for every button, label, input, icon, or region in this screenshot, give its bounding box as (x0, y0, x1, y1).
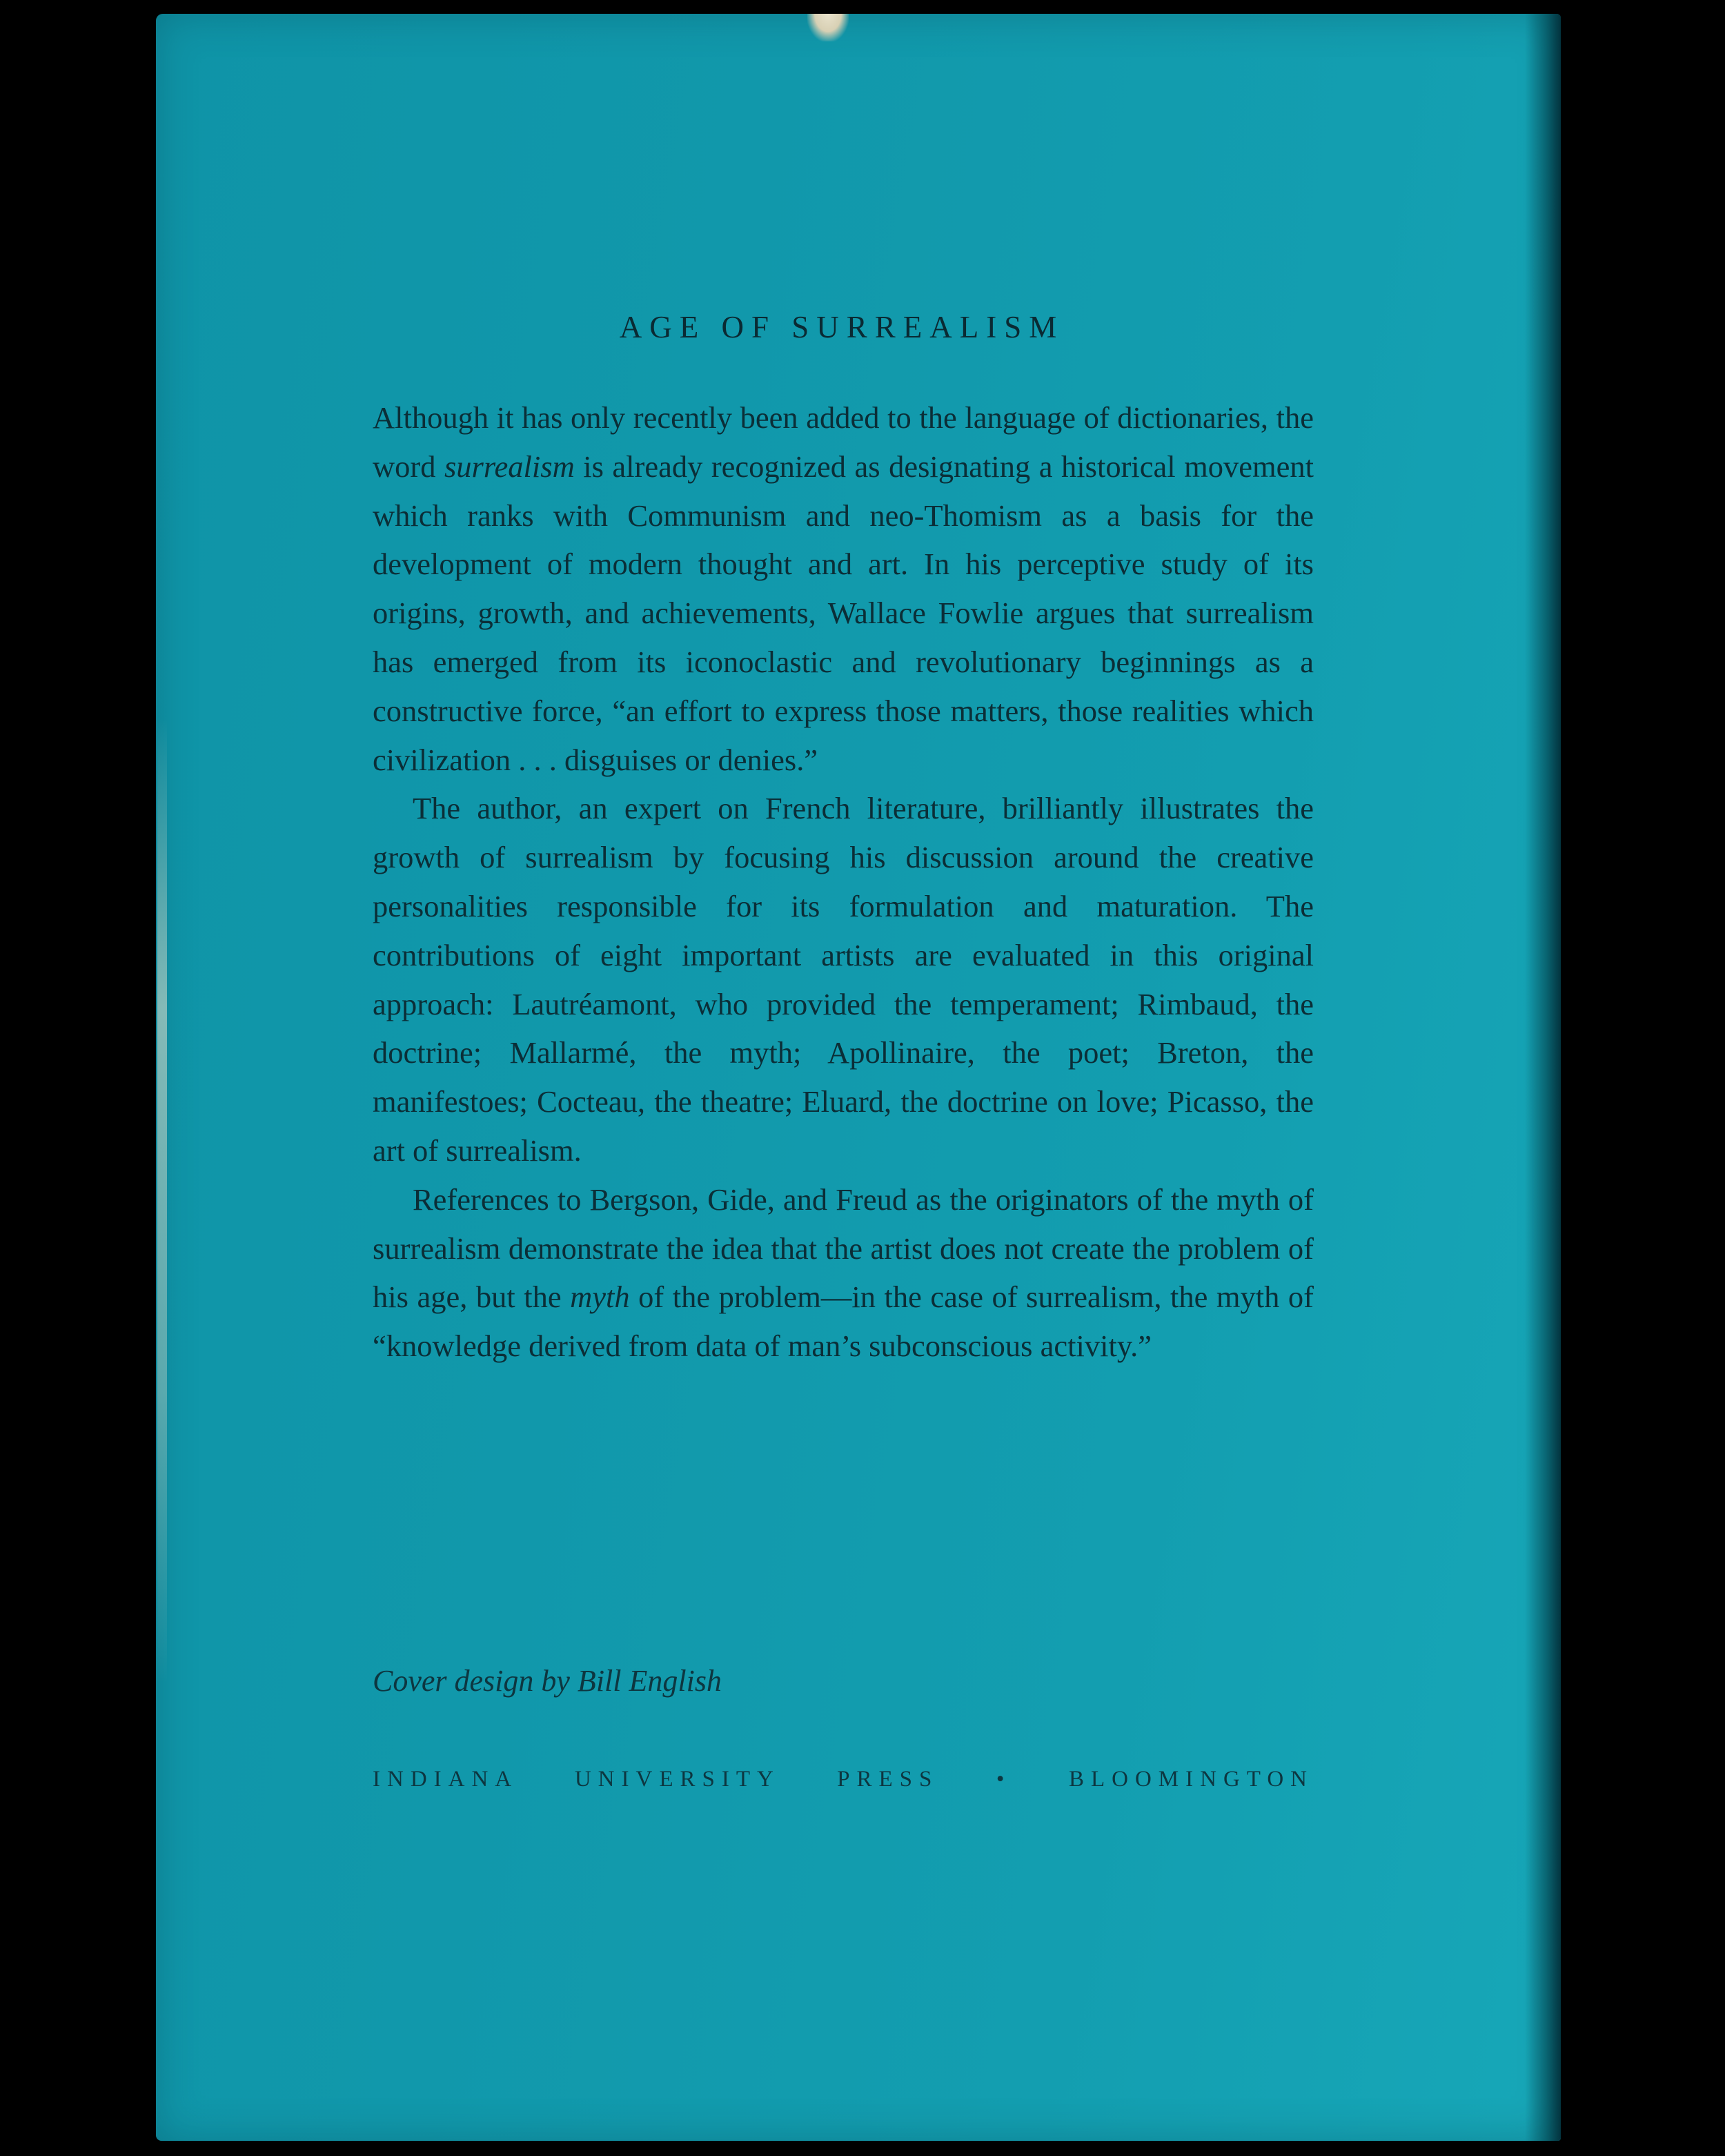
cover-wear-left (157, 718, 167, 1684)
cover-design-credit: Cover design by Bill English (373, 1664, 722, 1698)
blurb (373, 393, 1314, 1371)
blurb-paragraph-2: The author, an expert on French literature, brilliantly illustrates the growth of surrealism by focusing his discussion around the creative personalities responsible for its formulation and maturation. The contributions of eight important artists are evaluated in this original approach: Lautréamont, who provided the temperament; Rimbaud, the doctrine; Mallarmé, the myth; Apollinaire, the poet; Breton, the manifestoes; Cocteau, the theatre; Eluard, the doctrine on love; Picasso, the art of surrealism. (373, 791, 1314, 1168)
blurb-paragraph-3-part-1: References to Bergson, Gide, and Freud as the originators of the myth of surrealism demonstrate the idea that the artist does not create the problem of his age, but the (373, 1182, 1314, 1315)
blurb-paragraph-3-italic: myth (570, 1280, 630, 1315)
blurb-paragraph-3-part-2: of the problem—in the case of surrealism, the myth of “knowledge derived from data of man’s subconscious activity.” (373, 1280, 1314, 1364)
cover-right-edge (1525, 14, 1561, 2141)
publisher-line: INDIANA UNIVERSITY PRESS • BLOOMINGTON (373, 1767, 1314, 1792)
blurb-paragraph-1-italic: surrealism (444, 449, 575, 484)
blurb-paragraph-1-part-1: Although it has only recently been added to the language of dictionaries, the word (373, 400, 1314, 484)
book-title: AGE OF SURREALISM (619, 310, 1065, 344)
cover-wear-top (807, 14, 849, 41)
blurb-paragraph-3 (373, 1175, 1314, 1371)
blurb-paragraph-1 (373, 393, 1314, 784)
blurb-paragraph-1-part-2: is already recognized as designating a historical movement which ranks with Communism and neo-Thomism as a basis for the development of modern thought and art. In his perceptive study of its origins, growth, and achievements, Wallace Fowlie argues that surrealism has emerged from its iconoclastic and revolutionary beginnings as a constructive force, “an effort to express those matters, those realities which civilization . . . disguises or denies.” (373, 449, 1314, 777)
